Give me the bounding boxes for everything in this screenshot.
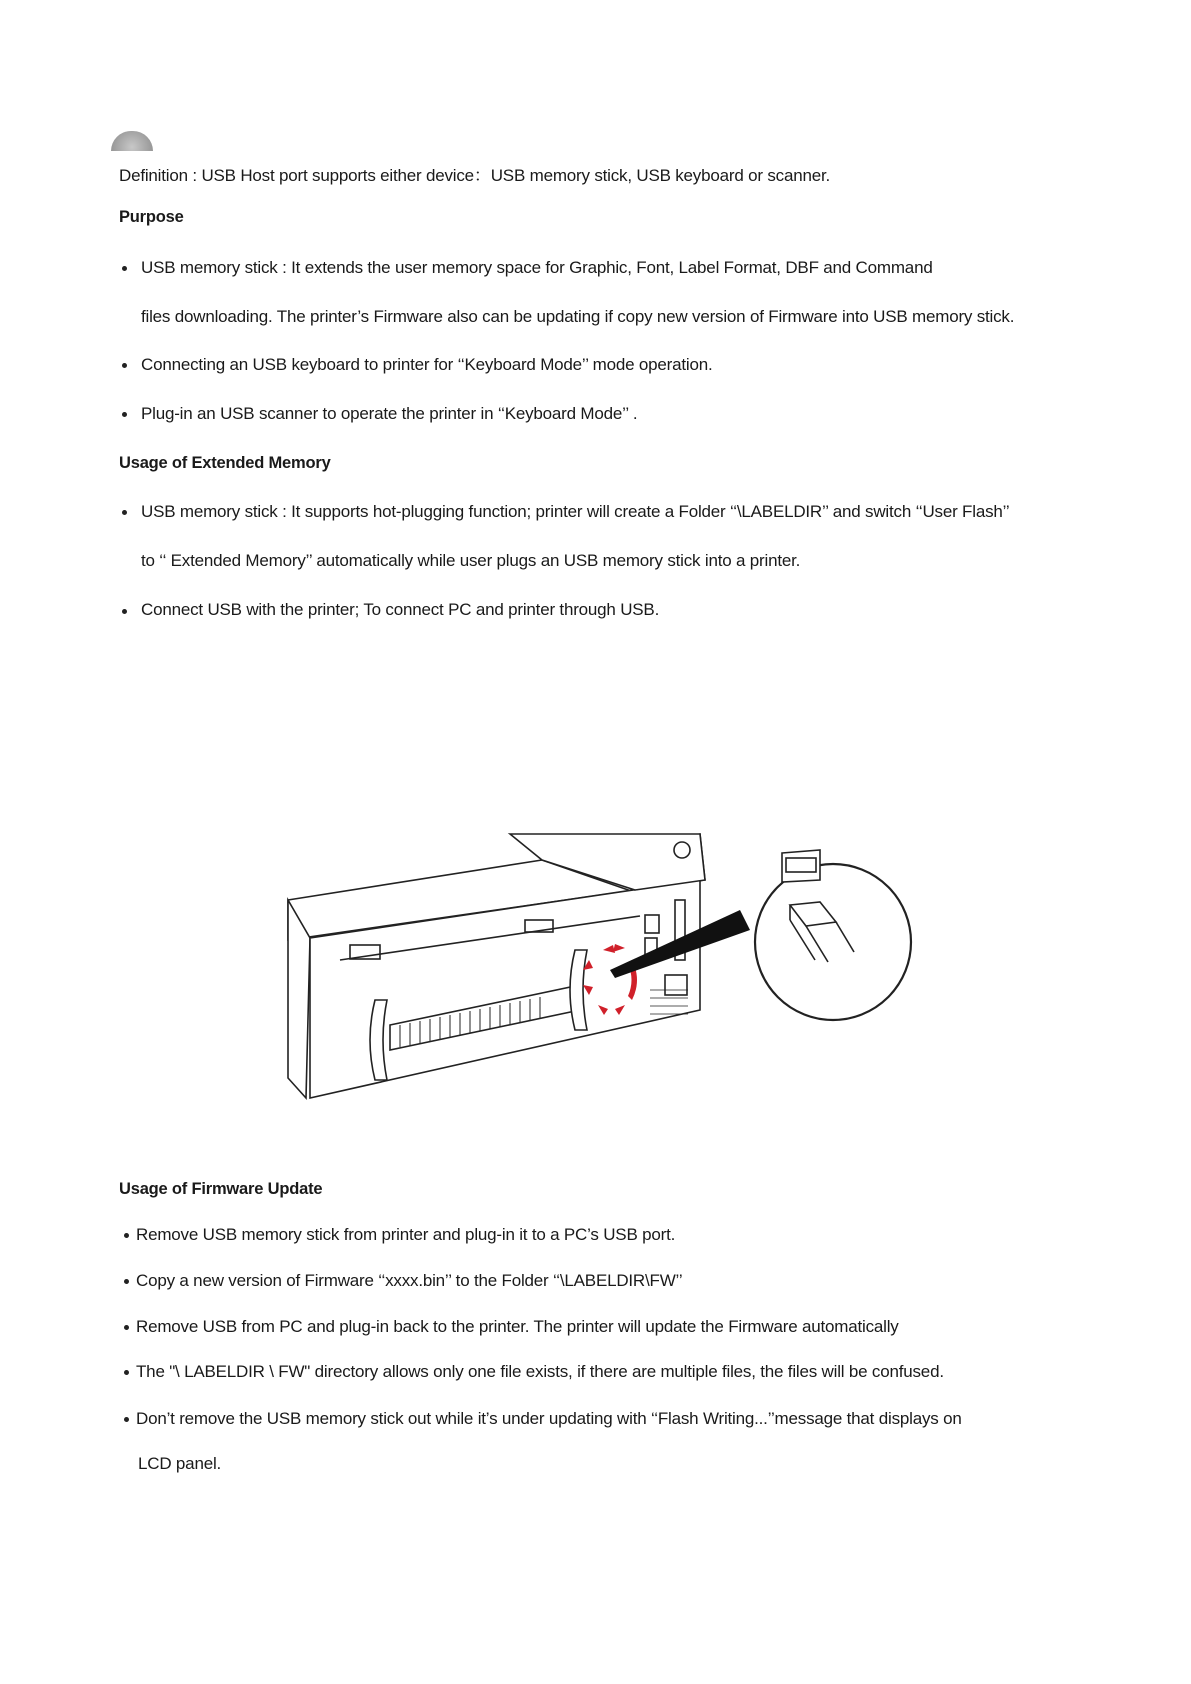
bullet-icon xyxy=(124,1370,129,1375)
extended-item: USB memory stick : It supports hot-plugging function; printer will create a Folder ‘‘\LABELDIR’’ and switch ‘‘User Flash’’ xyxy=(141,502,1010,521)
section-marker-icon xyxy=(111,131,153,151)
bullet-icon xyxy=(124,1325,129,1330)
purpose-item: Connecting an USB keyboard to printer for ‘‘Keyboard Mode’’ mode operation. xyxy=(141,355,713,374)
bullet-icon xyxy=(122,609,127,614)
bullet-icon xyxy=(124,1279,129,1284)
purpose-heading: Purpose xyxy=(119,208,184,226)
firmware-update-heading: Usage of Firmware Update xyxy=(119,1180,323,1198)
bullet-icon xyxy=(124,1417,129,1422)
usb-port-detail-circle xyxy=(755,850,911,1020)
firmware-item-continued: LCD panel. xyxy=(138,1454,222,1473)
printer-usb-port-illustration xyxy=(280,820,920,1130)
definition-text: Definition : USB Host port supports either device：USB memory stick, USB keyboard or scanner. xyxy=(119,166,831,185)
firmware-item: Remove USB memory stick from printer and plug-in it to a PC’s USB port. xyxy=(136,1225,676,1244)
bullet-icon xyxy=(122,266,127,271)
firmware-item: Copy a new version of Firmware ‘‘xxxx.bin’’ to the Folder ‘‘\LABELDIR\FW’’ xyxy=(136,1271,683,1290)
extended-item-continued: to ‘‘ Extended Memory’’ automatically while user plugs an USB memory stick into a printer. xyxy=(141,551,801,570)
bullet-icon xyxy=(122,363,127,368)
firmware-item: Don’t remove the USB memory stick out while it’s under updating with ‘‘Flash Writing...’’message that displays on xyxy=(136,1409,962,1428)
firmware-item: Remove USB from PC and plug-in back to the printer. The printer will update the Firmware automatically xyxy=(136,1317,899,1336)
firmware-item: The "\ LABELDIR \ FW" directory allows only one file exists, if there are multiple files, the files will be confused. xyxy=(136,1362,944,1381)
bullet-icon xyxy=(124,1233,129,1238)
purpose-item: Plug-in an USB scanner to operate the printer in ‘‘Keyboard Mode’’ . xyxy=(141,404,638,423)
purpose-item: USB memory stick : It extends the user memory space for Graphic, Font, Label Format, DBF and Command xyxy=(141,258,933,277)
extended-item: Connect USB with the printer; To connect PC and printer through USB. xyxy=(141,600,660,619)
purpose-item-continued: files downloading. The printer’s Firmware also can be updating if copy new version of Firmware into USB memory stick. xyxy=(141,307,1015,326)
bullet-icon xyxy=(122,510,127,515)
bullet-icon xyxy=(122,412,127,417)
extended-memory-heading: Usage of Extended Memory xyxy=(119,454,331,472)
